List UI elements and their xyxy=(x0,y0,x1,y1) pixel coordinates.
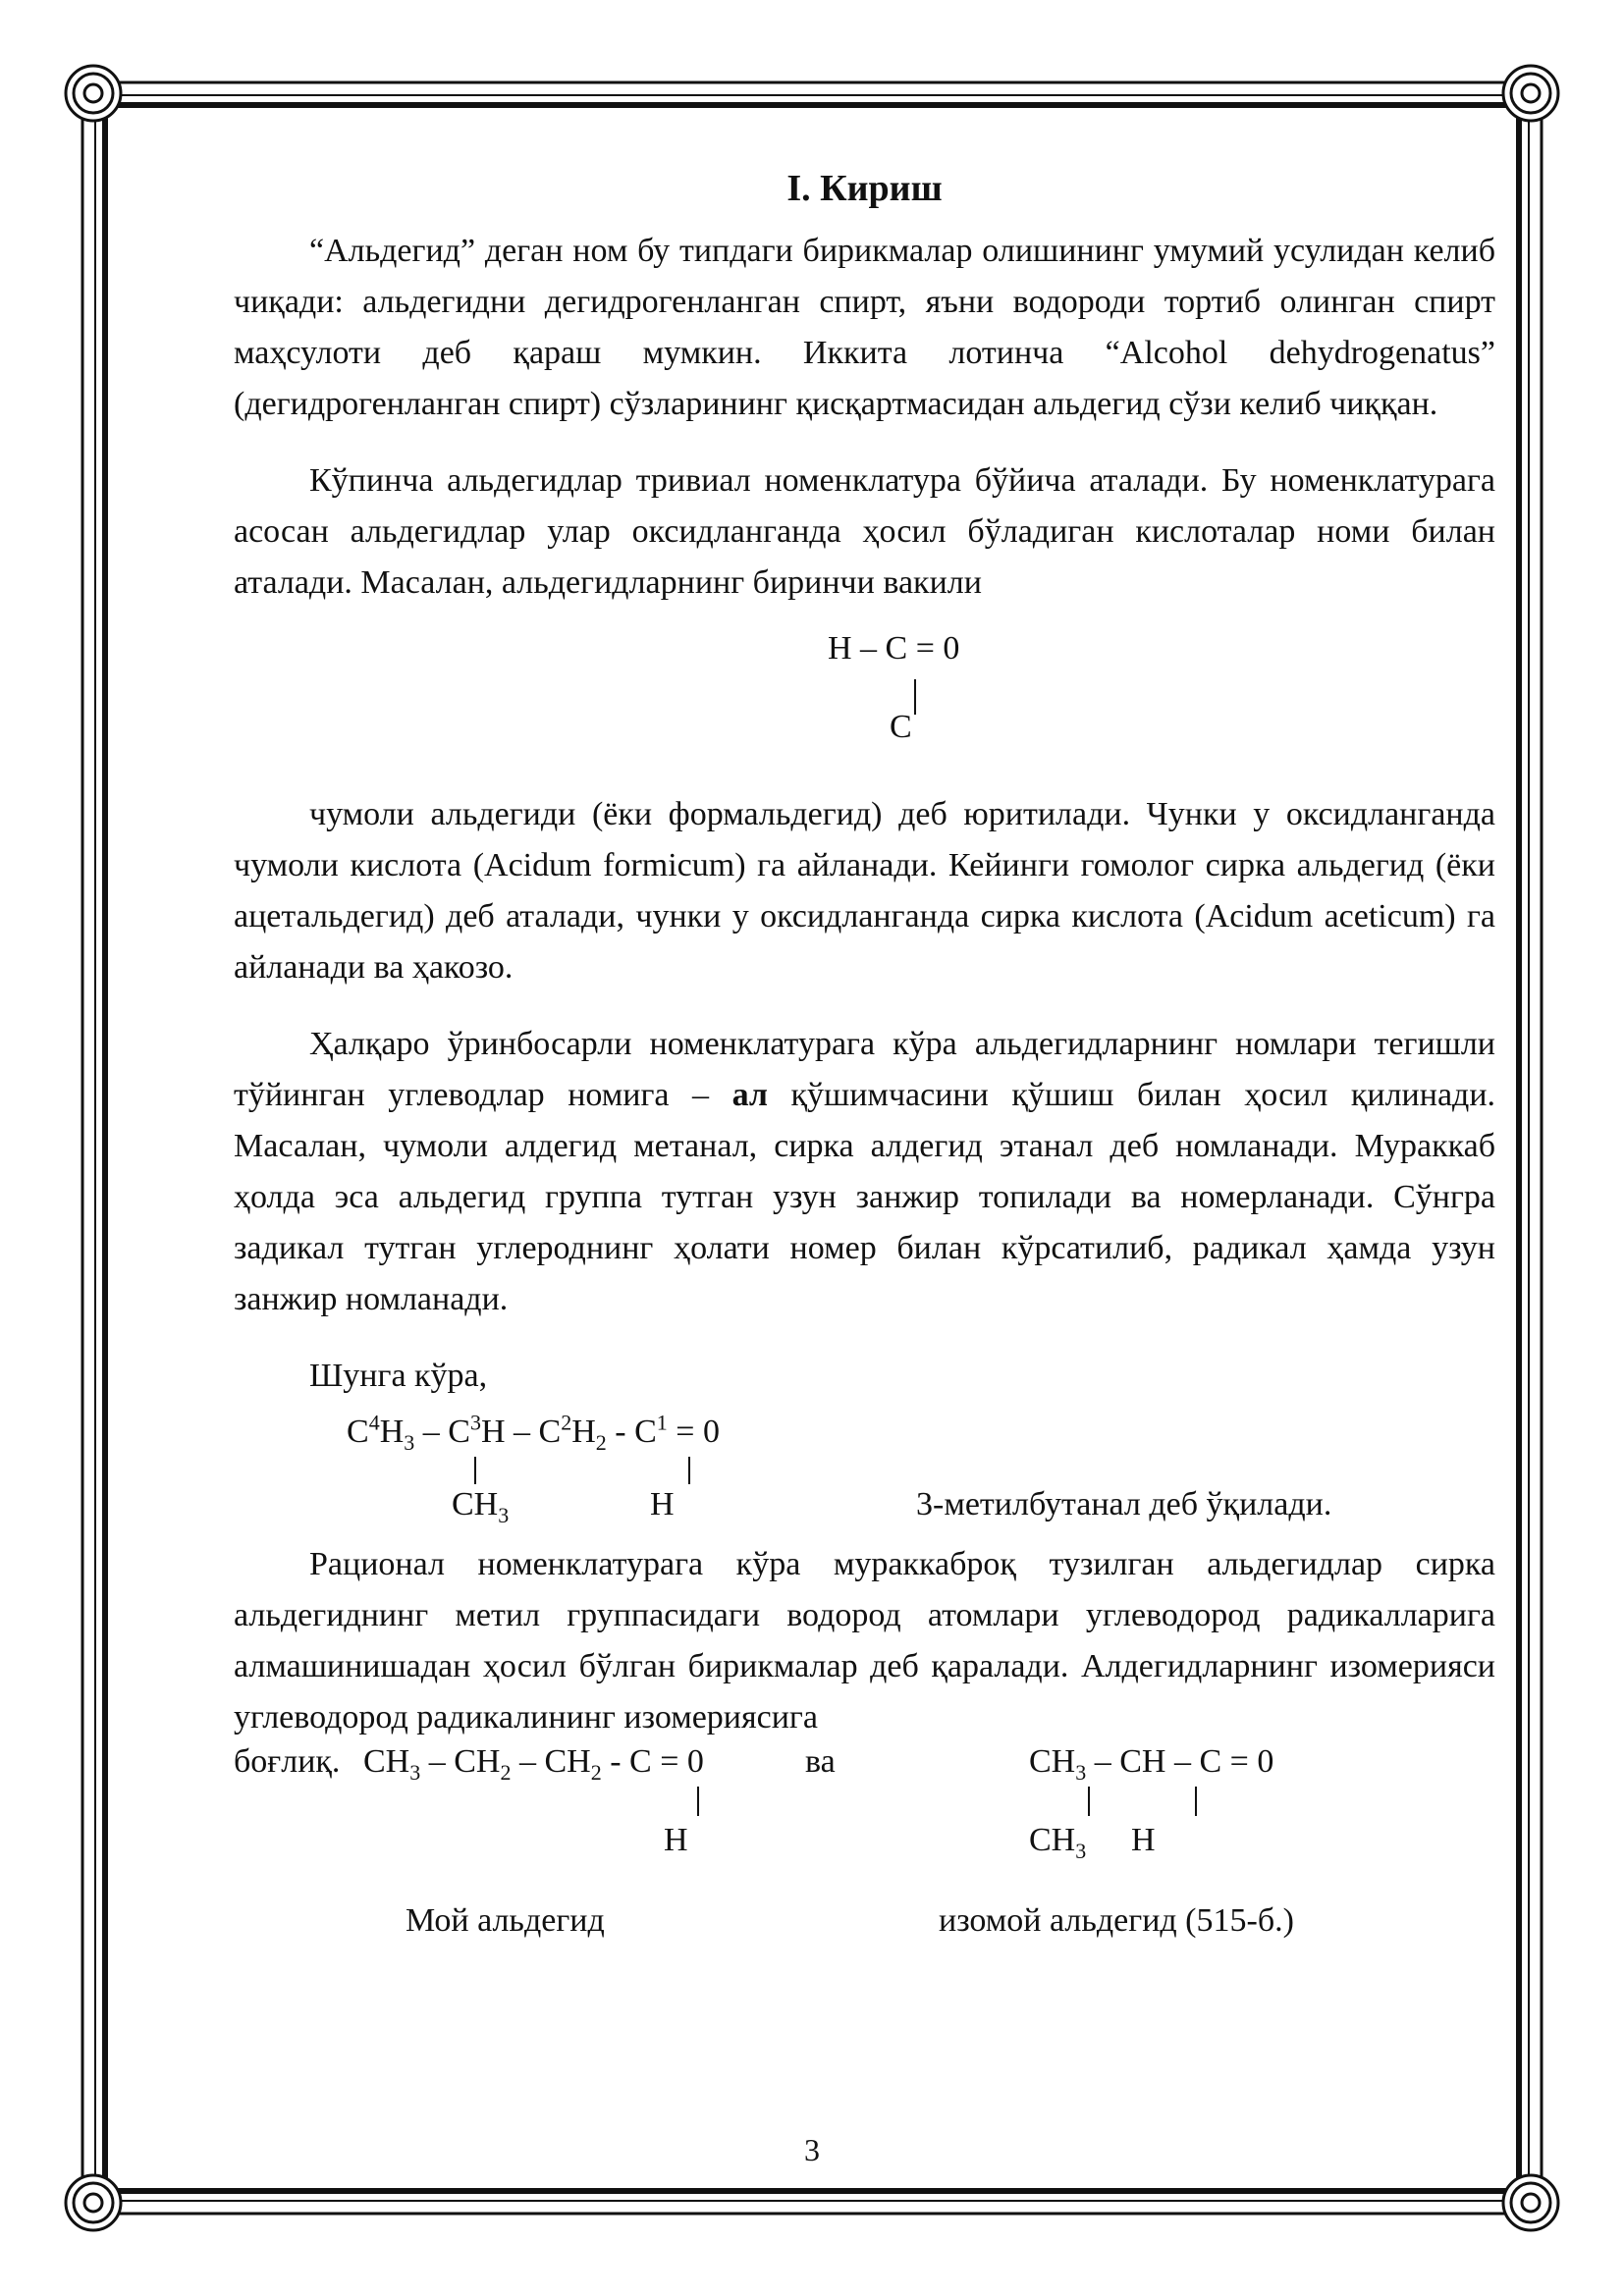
bond-line xyxy=(1195,1787,1197,1816)
formula-substituent-h: H xyxy=(650,1486,675,1522)
formula-isobutanal-h: H xyxy=(1131,1822,1156,1858)
formula-formaldehyde-top: H – C = 0 xyxy=(828,630,960,667)
formula-formaldehyde-bottom: C xyxy=(890,709,912,745)
paragraph-iupac-nomenclature: Ҳалқаро ўринбосарли номенклатурага кўра альдегидларнинг номлари тегишли тўйинган углеводлар номига – ал қўшимчасини қўшиш билан ҳосил қилинади. Масалан, чумоли алдегид метанал, сирка алдегид этанал деб номланади. Мураккаб ҳолда эса альдегид группа тутган узун занжир топилади ва номерланади. Сўнгра задикал тутган углероднинг ҳолати номер билан кўрсатилиб, радикал ҳамда узун занжир номланади. xyxy=(234,1026,1496,1317)
label-isobutyraldehyde: изомой альдегид (515-б.) xyxy=(939,1902,1294,1939)
formula-butyraldehyde-isomers xyxy=(234,1743,1495,1939)
corner-ornament-top-right xyxy=(1503,66,1558,121)
corner-ornament-bottom-left xyxy=(66,2175,121,2230)
formula-substituent-ch3: $CH_3$ xyxy=(452,1486,510,1527)
formula-butanal: $CH_3 - CH_2 - CH_2 - C = 0$ xyxy=(363,1743,704,1785)
corner-ornament-bottom-right xyxy=(1503,2175,1558,2230)
formula-name: 3-метилбутанал деб ўқилади. xyxy=(916,1486,1332,1522)
formula-3-methylbutanal xyxy=(234,1402,1495,1531)
paragraph-rational-nomenclature: Рационал номенклатурага кўра мураккаброқ тузилган альдегидлар сирка альдегиднинг метил группасидаги водород атомлари углеводород радикалларига алмашинишадан ҳосил бўлган бирикмалар деб қаралади. Алдегидларнинг изомерияси углеводород радикалининг изомериясига xyxy=(234,1546,1495,1735)
formula-formaldehyde xyxy=(234,609,1495,789)
conjunction-and: ва xyxy=(805,1743,836,1780)
page-number: 3 xyxy=(804,2132,820,2167)
bond-line xyxy=(474,1457,476,1484)
formula-isobutanal-ch3: $CH_3$ xyxy=(1029,1822,1087,1863)
paragraph-intro: “Альдегид” деган ном бу типдаги бирикмалар олишининг умумий усулидан келиб чиқади: альдегидни дегидрогенланган спирт, яъни водороди тортиб олинган спирт маҳсулоти деб қараш мумкин. Иккита лотинча “Alcohol dehydrogenatus” (дегидрогенланган спирт) сўзларининг қисқартмасидан альдегид сўзи келиб чиққан. xyxy=(234,233,1495,422)
formula-lead-word: боғлиқ. xyxy=(234,1743,341,1780)
paragraph-formaldehyde: чумоли альдегиди (ёки формальдегид) деб юритилади. Чунки у оксидланганда чумоли кислота (Acidum formicum) га айланади. Кейинги гомолог сирка альдегид (ёки ацетальдегид) деб аталади, чунки у оксидланганда сирка кислота (Acidum aceticum) га айланади ва ҳакозо. xyxy=(234,796,1495,986)
paragraph-trivial-nomenclature: Кўпинча альдегидлар тривиал номенклатура бўйича аталади. Бу номенклатурага асосан альдегидлар улар оксидланганда ҳосил бўладиган кислоталар номи билан аталади. Масалан, альдегидларнинг биринчи вакили xyxy=(234,462,1495,601)
section-title: I. Кириш xyxy=(786,168,943,209)
bond-line xyxy=(697,1787,699,1816)
label-butyraldehyde: Мой альдегид xyxy=(406,1902,605,1939)
paragraph-therefore: Шунга кўра, xyxy=(309,1358,488,1394)
suffix-bold: ал xyxy=(731,1077,768,1113)
formula-isobutanal: $CH_3$ – CH – C = 0 xyxy=(1029,1743,1274,1785)
corner-ornament-top-left xyxy=(66,66,121,121)
bond-line xyxy=(1088,1787,1090,1816)
document-body xyxy=(234,157,1496,1939)
bond-line xyxy=(688,1457,690,1484)
formula-butanal-h: H xyxy=(664,1822,688,1858)
formula-chain: $C^4H_3 - C^3H - C^2H_2 - C^1 = 0$ xyxy=(347,1410,720,1455)
bond-line xyxy=(914,679,916,715)
